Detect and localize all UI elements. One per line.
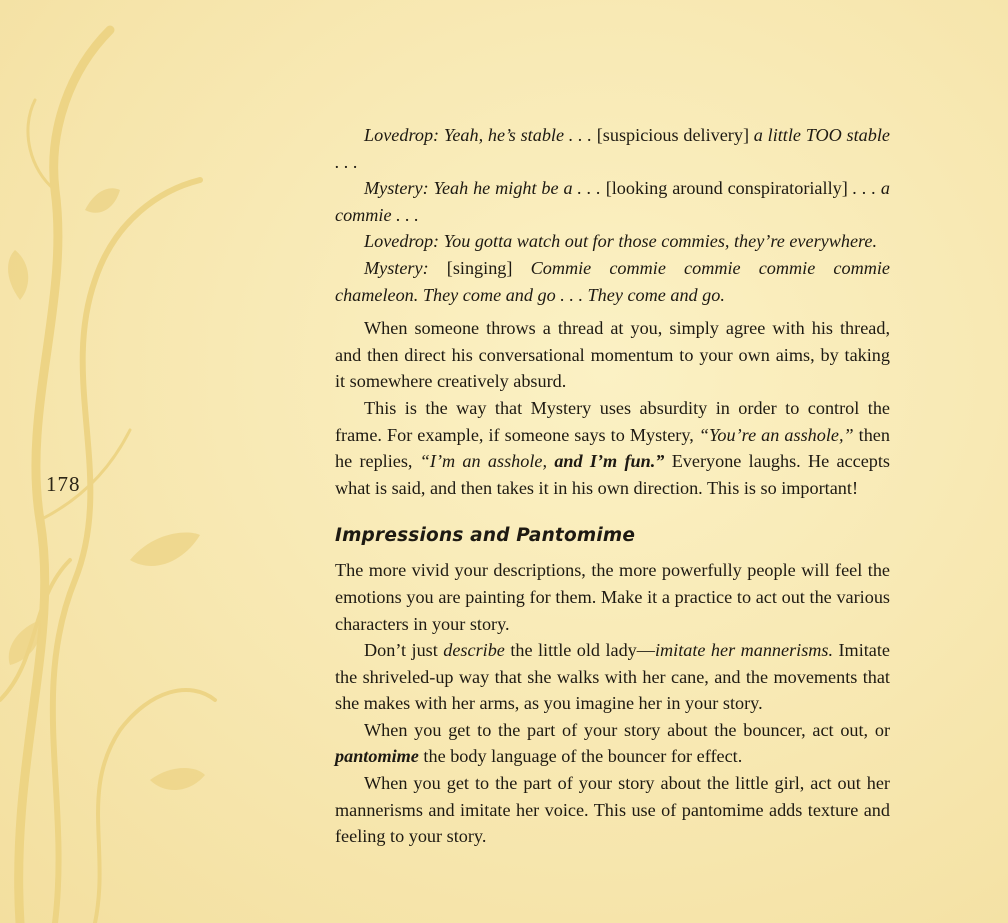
vine-leaf: [130, 533, 200, 566]
dialog-speaker: Lovedrop:: [364, 231, 440, 252]
stage-direction: [suspicious delivery]: [596, 125, 750, 145]
stage-direction: [looking around conspiratorially]: [605, 178, 848, 199]
quote-emphasis: and I’m fun.”: [554, 451, 665, 472]
emphasis-term: pantomime: [335, 746, 419, 767]
dialog-speaker: Lovedrop:: [364, 125, 440, 145]
body-paragraph: When someone throws a thread at you, simply agree with his thread, and then direct his conversational momentum to your own aims, by taking it somewhere creatively absurd.: [335, 318, 890, 392]
body-paragraph: When you get to the part of your story about the bouncer, act out, or pantomime the body language of the bouncer for effect.: [335, 719, 890, 767]
page-text-column: [335, 122, 890, 850]
dialog-speaker: Mystery:: [364, 257, 429, 278]
page-number: 178: [46, 472, 81, 496]
dialog-speaker: Mystery:: [364, 178, 429, 199]
stage-direction: [singing]: [428, 257, 531, 278]
vine-leaf: [150, 768, 205, 790]
dialog-line: Lovedrop: You gotta watch out for those commies, they’re everywhere.: [364, 231, 878, 252]
body-paragraph: The more vivid your descriptions, the more powerfully people will feel the emotions you are painting for them. Make it a practice to act out the various characters in your story.: [335, 560, 890, 634]
vine-leaf: [8, 250, 28, 300]
quote: “I’m an asshole,: [419, 451, 555, 472]
vine-leaf: [85, 188, 120, 213]
decorative-vine-illustration: [0, 0, 260, 923]
dialog-line: Mystery: Yeah he might be a . . . [looking around conspiratorially] . . . a commie . . .: [335, 178, 891, 225]
vine-leaf: [9, 620, 41, 665]
quote: “You’re an asshole,”: [698, 424, 854, 445]
body-paragraph: When you get to the part of your story about the little girl, act out her mannerisms and imitate her voice. This use of pantomime adds texture and feeling to your story.: [335, 773, 890, 847]
body-paragraph: Don’t just describe the little old lady—imitate her mannerisms. Imitate the shriveled-up way that she walks with her cane, and the movements that she makes with her arms, as you imagine her in your story.: [335, 640, 890, 714]
dialog-line: Mystery: [singing] Commie commie commie commie commie chameleon. They come and go . . . They come and go.: [335, 257, 890, 305]
emphasis: imitate her mannerisms.: [654, 640, 834, 661]
section-heading: Impressions and Pantomime: [335, 525, 636, 547]
dialog-line: Lovedrop: Yeah, he’s stable . . . [suspicious delivery] a little TOO stable . . .: [335, 125, 890, 172]
body-paragraph: This is the way that Mystery uses absurdity in order to control the frame. For example, if someone says to Mystery, “You’re an asshole,” then he replies, “I’m an asshole, and I’m fun.” Everyone laughs. He accepts what is said, and then takes it in his own direction. This is so important!: [335, 397, 890, 498]
emphasis: describe: [443, 640, 505, 661]
